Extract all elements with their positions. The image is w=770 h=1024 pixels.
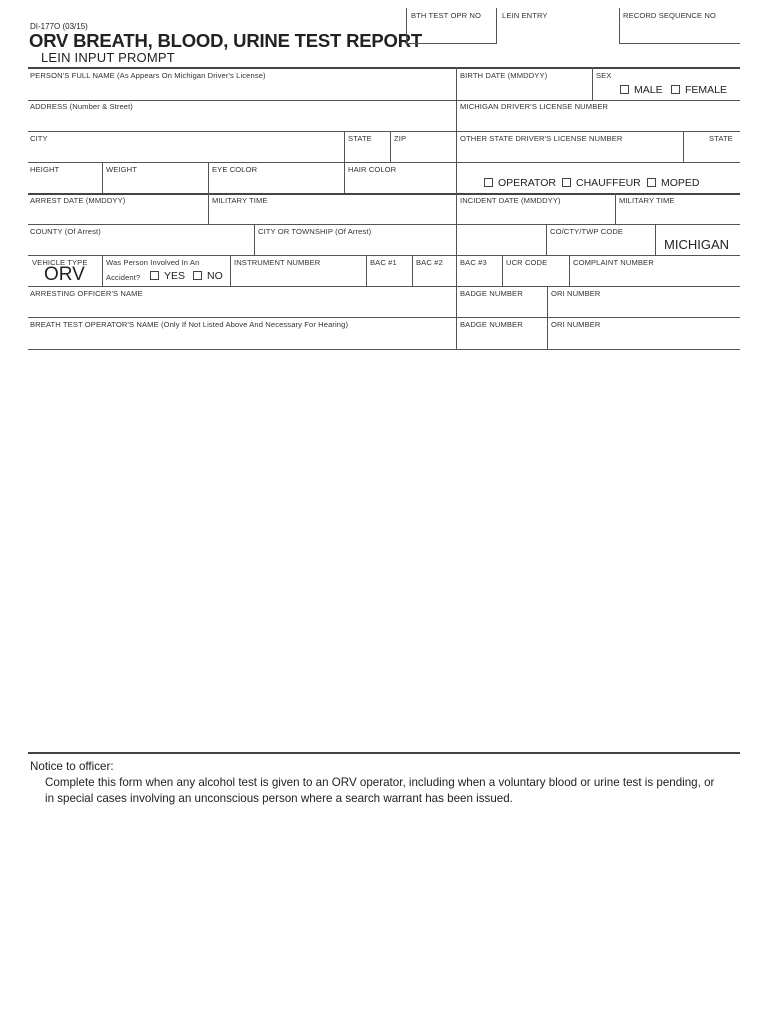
- height-field[interactable]: [30, 174, 100, 192]
- complaint-number-field[interactable]: [571, 267, 738, 285]
- mi-license-field[interactable]: [460, 112, 738, 130]
- record-sequence-no-field[interactable]: [621, 21, 738, 41]
- incident-date-label: INCIDENT DATE (MMDDYY): [460, 196, 561, 205]
- male-option-label: MALE: [634, 84, 663, 96]
- header-box-bottom-border: [619, 43, 740, 44]
- no-option-label: NO: [207, 270, 223, 282]
- row-rule: [28, 162, 740, 163]
- address-label: ADDRESS (Number & Street): [30, 102, 133, 111]
- ori-number-label: ORI NUMBER: [551, 289, 601, 298]
- form-number: DI-177O (03/15): [30, 22, 88, 31]
- bac3-label: BAC #3: [460, 258, 487, 267]
- city-label: CITY: [30, 134, 48, 143]
- zip-field[interactable]: [392, 143, 454, 161]
- header-box-divider: [619, 8, 620, 44]
- incident-date-field[interactable]: [460, 205, 613, 223]
- column-divider: [344, 162, 345, 193]
- address-field[interactable]: [30, 112, 454, 130]
- notice-body: Complete this form when any alcohol test is given to an ORV operator, including when a voluntary blood or urine test is pending, or in special cases involving an unconscious person where a search warrant has been issued.: [45, 776, 715, 805]
- sex-male-option[interactable]: [620, 84, 663, 96]
- no-checkbox[interactable]: [193, 271, 202, 280]
- county-field[interactable]: [30, 236, 252, 254]
- female-checkbox[interactable]: [671, 85, 680, 94]
- bth-test-opr-no-field[interactable]: [408, 21, 494, 41]
- chauffeur-option[interactable]: [562, 177, 641, 189]
- header-box-divider: [496, 8, 497, 44]
- form-top-rule: [28, 67, 740, 69]
- chauffeur-checkbox[interactable]: [562, 178, 571, 187]
- male-checkbox[interactable]: [620, 85, 629, 94]
- accident-question-line1: Was Person Involved In An: [106, 258, 200, 267]
- operator-ori-number-field[interactable]: [549, 330, 738, 348]
- bac2-label: BAC #2: [416, 258, 443, 267]
- chauffeur-option-label: CHAUFFEUR: [576, 177, 641, 189]
- state-label: STATE: [348, 134, 372, 143]
- arrest-time-label: MILITARY TIME: [212, 196, 268, 205]
- row-rule: [28, 224, 740, 225]
- breath-operator-label: BREATH TEST OPERATOR'S NAME (Only If Not Listed Above And Necessary For Hearing): [30, 320, 349, 329]
- operator-option[interactable]: [484, 177, 556, 189]
- form-subtitle: LEIN INPUT PROMPT: [41, 50, 175, 65]
- eye-color-label: EYE COLOR: [212, 165, 258, 174]
- operator-badge-number-label: BADGE NUMBER: [460, 320, 523, 329]
- mi-license-label: MICHIGAN DRIVER'S LICENSE NUMBER: [460, 102, 609, 111]
- header-box-left-border: [406, 8, 407, 44]
- accident-question-line2: Accident?: [106, 273, 141, 282]
- instrument-number-label: INSTRUMENT NUMBER: [234, 258, 321, 267]
- accident-yes-option[interactable]: [150, 270, 185, 282]
- hair-color-label: HAIR COLOR: [348, 165, 397, 174]
- column-divider: [412, 255, 413, 286]
- yes-option-label: YES: [164, 270, 186, 282]
- record-sequence-no-label: RECORD SEQUENCE NO: [623, 11, 716, 20]
- accident-no-option[interactable]: [193, 270, 223, 282]
- column-divider: [546, 224, 547, 255]
- co-cty-twp-code-field[interactable]: [548, 236, 653, 254]
- sex-label: SEX: [596, 71, 612, 80]
- incident-time-field[interactable]: [617, 205, 738, 223]
- column-divider: [102, 255, 103, 286]
- other-state-label: STATE: [709, 134, 733, 143]
- arresting-officer-label: ARRESTING OFFICER'S NAME: [30, 289, 143, 298]
- row-rule: [28, 100, 740, 101]
- height-label: HEIGHT: [30, 165, 60, 174]
- eye-color-field[interactable]: [210, 174, 342, 192]
- state-name-text: MICHIGAN: [664, 237, 729, 252]
- moped-checkbox[interactable]: [647, 178, 656, 187]
- moped-option[interactable]: [647, 177, 700, 189]
- lein-entry-label: LEIN ENTRY: [502, 11, 548, 20]
- complaint-number-label: COMPLAINT NUMBER: [573, 258, 654, 267]
- row-rule: [28, 255, 740, 256]
- city-township-label: CITY OR TOWNSHIP (Of Arrest): [258, 227, 372, 236]
- other-license-label: OTHER STATE DRIVER'S LICENSE NUMBER: [460, 134, 623, 143]
- row-rule: [28, 131, 740, 132]
- row-rule: [28, 349, 740, 350]
- column-divider: [254, 224, 255, 255]
- column-divider: [655, 224, 656, 255]
- column-divider: [547, 286, 548, 349]
- arrest-date-label: ARREST DATE (MMDDYY): [30, 196, 126, 205]
- sex-female-option[interactable]: [671, 84, 727, 96]
- hair-color-field[interactable]: [346, 174, 454, 192]
- badge-number-label: BADGE NUMBER: [460, 289, 523, 298]
- column-divider: [390, 131, 391, 162]
- operator-ori-number-label: ORI NUMBER: [551, 320, 601, 329]
- row-rule: [28, 193, 740, 195]
- column-divider: [502, 255, 503, 286]
- column-divider: [366, 255, 367, 286]
- notice-rule: [28, 752, 740, 754]
- column-divider: [230, 255, 231, 286]
- full-name-label: PERSON'S FULL NAME (As Appears On Michigan Driver's License): [30, 71, 266, 80]
- co-cty-twp-code-label: CO/CTY/TWP CODE: [550, 227, 624, 236]
- city-field[interactable]: [30, 143, 342, 161]
- yes-checkbox[interactable]: [150, 271, 159, 280]
- row-rule: [28, 317, 740, 318]
- full-name-field[interactable]: [30, 81, 454, 99]
- lein-entry-field[interactable]: [498, 21, 617, 41]
- bac3-field[interactable]: [458, 267, 500, 285]
- arresting-officer-field[interactable]: [30, 298, 454, 316]
- instrument-number-field[interactable]: [232, 267, 364, 285]
- other-license-field[interactable]: [460, 143, 680, 161]
- bac1-field[interactable]: [368, 267, 411, 285]
- column-divider: [102, 162, 103, 193]
- header-box-bottom-border: [406, 43, 496, 44]
- city-township-field[interactable]: [256, 236, 544, 254]
- breath-operator-field[interactable]: [30, 330, 454, 348]
- state-field[interactable]: [346, 143, 388, 161]
- column-divider: [208, 193, 209, 224]
- vehicle-type-label: VEHICLE TYPE: [32, 258, 88, 267]
- form-title: ORV BREATH, BLOOD, URINE TEST REPORT: [29, 30, 422, 51]
- column-divider: [592, 67, 593, 100]
- female-option-label: FEMALE: [685, 84, 728, 96]
- bac2-field[interactable]: [414, 267, 454, 285]
- column-divider: [456, 67, 457, 349]
- arrest-date-field[interactable]: [30, 205, 206, 223]
- operator-badge-number-field[interactable]: [460, 330, 544, 348]
- column-divider: [208, 162, 209, 193]
- arrest-time-field[interactable]: [210, 205, 454, 223]
- birth-date-field[interactable]: [460, 81, 590, 99]
- column-divider: [615, 193, 616, 224]
- row-rule: [28, 286, 740, 287]
- vehicle-type-value: ORV: [44, 264, 85, 285]
- operator-option-label: OPERATOR: [498, 177, 556, 189]
- other-state-field[interactable]: [685, 143, 738, 161]
- incident-time-label: MILITARY TIME: [619, 196, 675, 205]
- badge-number-field[interactable]: [460, 298, 544, 316]
- operator-checkbox[interactable]: [484, 178, 493, 187]
- weight-field[interactable]: [104, 174, 206, 192]
- ucr-code-field[interactable]: [504, 267, 567, 285]
- ucr-code-label: UCR CODE: [506, 258, 548, 267]
- column-divider: [569, 255, 570, 286]
- bac1-label: BAC #1: [370, 258, 397, 267]
- notice-heading: Notice to officer:: [30, 760, 114, 773]
- moped-option-label: MOPED: [661, 177, 700, 189]
- weight-label: WEIGHT: [106, 165, 137, 174]
- ori-number-field[interactable]: [549, 298, 738, 316]
- zip-label: ZIP: [394, 134, 407, 143]
- bth-test-opr-no-label: BTH TEST OPR NO: [411, 11, 481, 20]
- county-label: COUNTY (Of Arrest): [30, 227, 101, 236]
- column-divider: [344, 131, 345, 162]
- birth-date-label: BIRTH DATE (MMDDYY): [460, 71, 548, 80]
- column-divider: [683, 131, 684, 162]
